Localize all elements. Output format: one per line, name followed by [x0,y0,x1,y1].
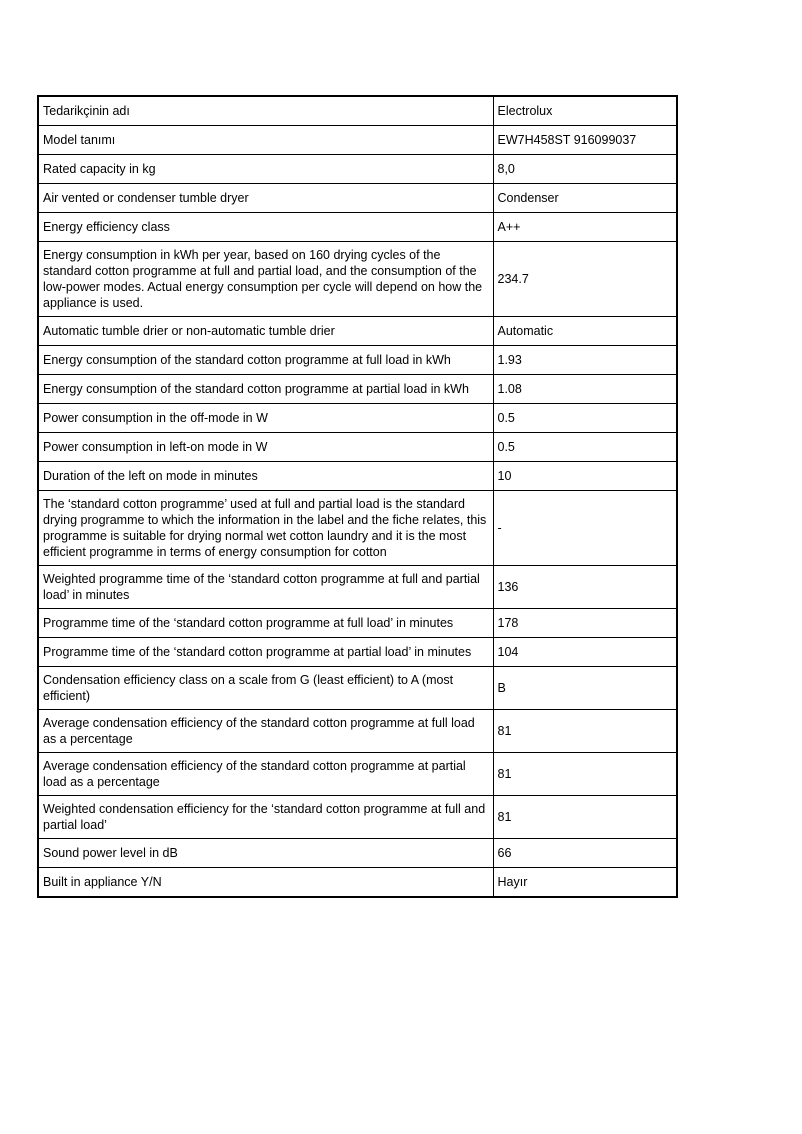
spec-value-cell: Automatic [493,317,677,346]
spec-label-cell: Condensation efficiency class on a scale from G (least efficient) to A (most efficient) [38,667,493,710]
spec-value-cell: 8,0 [493,155,677,184]
table-row [38,126,677,155]
table-row [38,155,677,184]
spec-label-cell: Weighted programme time of the ‘standard cotton programme at full and partial load’ in minutes [38,566,493,609]
spec-value-cell: 0.5 [493,433,677,462]
spec-value-cell: 1.93 [493,346,677,375]
spec-label-cell: Power consumption in the off-mode in W [38,404,493,433]
spec-label-cell: Programme time of the ‘standard cotton programme at full load’ in minutes [38,609,493,638]
spec-label-cell: Average condensation efficiency of the standard cotton programme at partial load as a percentage [38,753,493,796]
spec-value-cell: Condenser [493,184,677,213]
spec-value-cell: 81 [493,753,677,796]
spec-value-cell: 104 [493,638,677,667]
spec-label-cell: Model tanımı [38,126,493,155]
spec-label-cell: Average condensation efficiency of the standard cotton programme at full load as a percentage [38,710,493,753]
table-row [38,346,677,375]
table-row [38,375,677,404]
spec-label-cell: Weighted condensation efficiency for the ‘standard cotton programme at full and partial load’ [38,796,493,839]
table-row [38,710,677,753]
product-fiche-table [37,95,678,898]
spec-value-cell: EW7H458ST 916099037 [493,126,677,155]
table-row [38,96,677,126]
spec-value-cell: 81 [493,710,677,753]
spec-label-cell: Rated capacity in kg [38,155,493,184]
table-row [38,404,677,433]
table-row [38,242,677,317]
spec-value-cell: 136 [493,566,677,609]
table-row [38,317,677,346]
spec-value-cell: 234.7 [493,242,677,317]
spec-value-cell: 0.5 [493,404,677,433]
spec-value-cell: A++ [493,213,677,242]
spec-label-cell: Power consumption in left-on mode in W [38,433,493,462]
spec-value-cell: 66 [493,839,677,868]
table-row [38,566,677,609]
table-row [38,491,677,566]
spec-value-cell: Hayır [493,868,677,898]
table-row [38,433,677,462]
spec-label-cell: Programme time of the ‘standard cotton programme at partial load’ in minutes [38,638,493,667]
table-row [38,868,677,898]
table-row [38,796,677,839]
spec-label-cell: Built in appliance Y/N [38,868,493,898]
spec-value-cell: 81 [493,796,677,839]
table-row [38,213,677,242]
spec-label-cell: The ‘standard cotton programme’ used at full and partial load is the standard drying programme to which the information in the label and the fiche relates, this programme is suitable for drying normal wet cotton laundry and it is the most efficient programme in terms of energy consumption for cotton [38,491,493,566]
spec-label-cell: Energy consumption of the standard cotton programme at partial load in kWh [38,375,493,404]
spec-value-cell: Electrolux [493,96,677,126]
spec-label-cell: Air vented or condenser tumble dryer [38,184,493,213]
spec-value-cell: - [493,491,677,566]
table-row [38,753,677,796]
spec-label-cell: Energy consumption of the standard cotton programme at full load in kWh [38,346,493,375]
table-row [38,609,677,638]
spec-label-cell: Energy efficiency class [38,213,493,242]
table-row [38,839,677,868]
table-row [38,638,677,667]
spec-value-cell: 178 [493,609,677,638]
spec-label-cell: Sound power level in dB [38,839,493,868]
spec-label-cell: Automatic tumble drier or non-automatic tumble drier [38,317,493,346]
spec-label-cell: Tedarikçinin adı [38,96,493,126]
spec-label-cell: Energy consumption in kWh per year, based on 160 drying cycles of the standard cotton programme at full and partial load, and the consumption of the low-power modes. Actual energy consumption per cycle will depend on how the appliance is used. [38,242,493,317]
spec-value-cell: 1.08 [493,375,677,404]
table-row [38,462,677,491]
table-row [38,667,677,710]
spec-value-cell: B [493,667,677,710]
spec-label-cell: Duration of the left on mode in minutes [38,462,493,491]
table-row [38,184,677,213]
spec-value-cell: 10 [493,462,677,491]
